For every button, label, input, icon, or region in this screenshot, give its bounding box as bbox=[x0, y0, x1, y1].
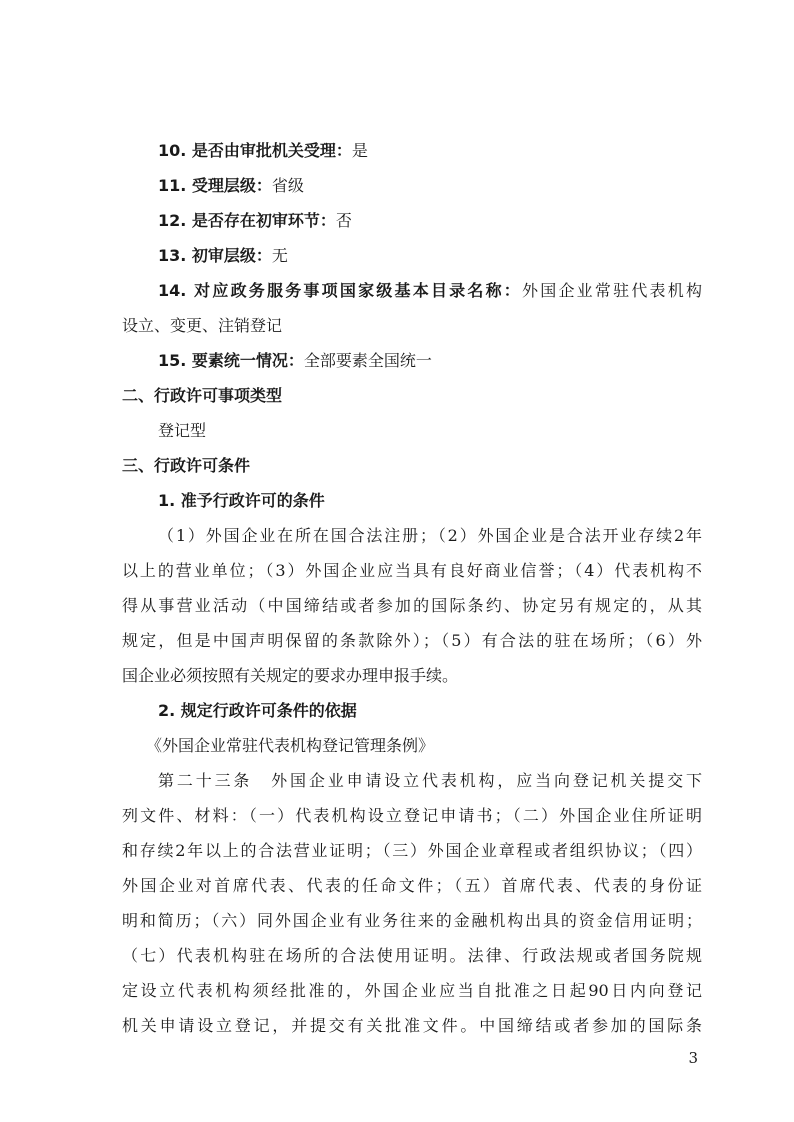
item-14 bbox=[158, 281, 702, 301]
item-label: 14. 对应政务服务事项国家级基本目录名称： bbox=[158, 281, 523, 300]
item-10 bbox=[158, 141, 702, 161]
item-value: 无 bbox=[271, 246, 288, 265]
item-label: 13. 初审层级： bbox=[158, 246, 272, 265]
section-2-body: 登记型 bbox=[158, 421, 207, 440]
law-title: 《外国企业常驻代表机构登记管理条例》 bbox=[146, 736, 435, 755]
paragraph-line: 明和简历；（六）同外国企业有业务往来的金融机构出具的资金信用证明； bbox=[122, 911, 702, 930]
paragraph-line: 规定，但是中国声明保留的条款除外）；（5）有合法的驻在场所；（6）外 bbox=[122, 631, 702, 650]
section-heading-3: 三、行政许可条件 bbox=[122, 456, 251, 475]
item-label: 15. 要素统一情况： bbox=[158, 351, 304, 370]
paragraph-line: （1）外国企业在所在国合法注册；（2）外国企业是合法开业存续2年 bbox=[158, 526, 702, 545]
section-heading-2: 二、行政许可事项类型 bbox=[122, 386, 283, 405]
paragraph-line: 定设立代表机构须经批准的，外国企业应当自批准之日起90日内向登记 bbox=[122, 981, 702, 1000]
subsection-heading-1: 1. 准予行政许可的条件 bbox=[158, 491, 325, 510]
paragraph-line: 机关申请设立登记，并提交有关批准文件。中国缔结或者参加的国际条 bbox=[122, 1016, 702, 1035]
item-value: 是 bbox=[351, 141, 368, 160]
item-value: 全部要素全国统一 bbox=[303, 351, 432, 370]
paragraph-line: （七）代表机构驻在场所的合法使用证明。法律、行政法规或者国务院规 bbox=[122, 946, 702, 965]
item-value: 省级 bbox=[271, 176, 304, 195]
paragraph-line: 列文件、材料：（一）代表机构设立登记申请书；（二）外国企业住所证明 bbox=[122, 806, 702, 825]
item-15 bbox=[158, 351, 702, 371]
item-11 bbox=[158, 176, 702, 196]
item-12 bbox=[158, 211, 702, 231]
paragraph-line: 以上的营业单位；（3）外国企业应当具有良好商业信誉；（4）代表机构不 bbox=[122, 561, 702, 580]
item-value: 否 bbox=[335, 211, 352, 230]
item-value: 外国企业常驻代表机构 bbox=[522, 281, 702, 300]
item-label: 11. 受理层级： bbox=[158, 176, 272, 195]
item-value-continued: 设立、变更、注销登记 bbox=[122, 316, 283, 335]
paragraph-line: 外国企业对首席代表、代表的任命文件；（五）首席代表、代表的身份证 bbox=[122, 876, 702, 895]
paragraph-line: 国企业必须按照有关规定的要求办理申报手续。 bbox=[122, 666, 459, 685]
subsection-heading-2: 2. 规定行政许可条件的依据 bbox=[158, 701, 357, 720]
item-label: 12. 是否存在初审环节： bbox=[158, 211, 336, 230]
item-14-continued bbox=[122, 316, 702, 336]
page-number: 3 bbox=[688, 1049, 698, 1067]
paragraph-line: 第二十三条 外国企业申请设立代表机构，应当向登记机关提交下 bbox=[158, 771, 702, 790]
paragraph-line: 得从事营业活动（中国缔结或者参加的国际条约、协定另有规定的，从其 bbox=[122, 596, 702, 615]
item-13 bbox=[158, 246, 702, 266]
item-label: 10. 是否由审批机关受理： bbox=[158, 141, 352, 160]
paragraph-line: 和存续2年以上的合法营业证明；（三）外国企业章程或者组织协议；（四） bbox=[122, 841, 702, 860]
